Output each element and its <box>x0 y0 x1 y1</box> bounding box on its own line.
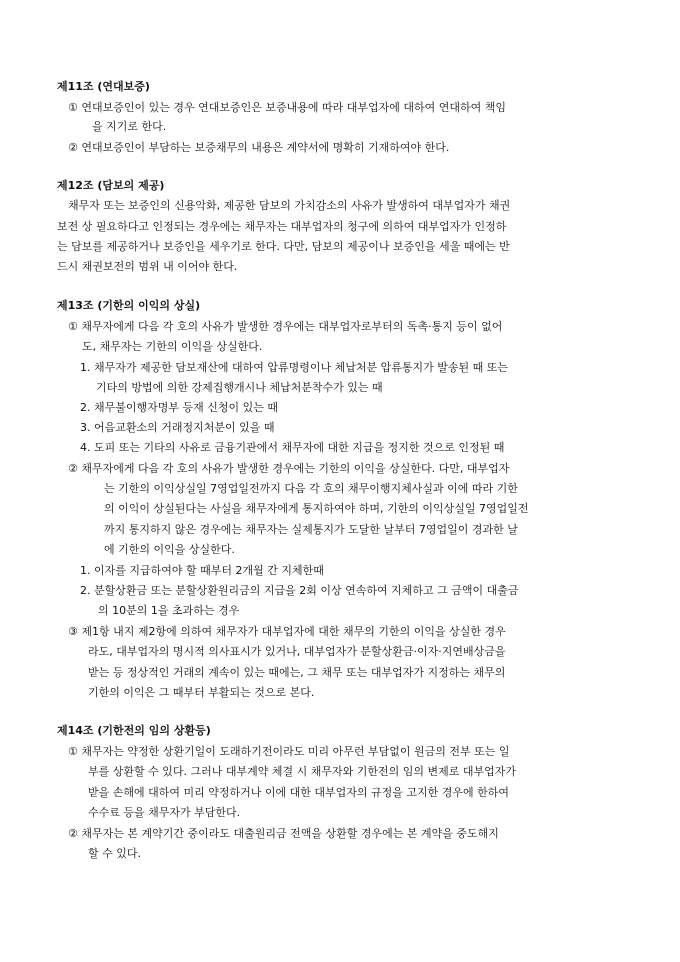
article-13-para-2-item-2-cont: 의 10분의 1을 초과하는 경우 <box>98 604 240 617</box>
article-13-para-1: ① 채무자에게 다음 각 호의 사유가 발생한 경우에는 대부업자로부터의 독촉·통지 등이 없어 <box>68 320 503 333</box>
article-13-item-4: 4. 도피 또는 기타의 사유로 금융기관에서 채무자에 대한 지급을 정지한 것으로 인정된 때 <box>80 441 505 454</box>
article-14-title: 제14조 (기한전의 임의 상환등) <box>57 724 211 737</box>
article-13-para-2-cont-4: 에 기한의 이익을 상실한다. <box>104 543 235 556</box>
article-11-para-1: ① 연대보증인이 있는 경우 연대보증인은 보증내용에 따라 대부업자에 대하여 연대하여 책임 <box>68 101 506 114</box>
article-12-line-1: 채무자 또는 보증인의 신용악화, 제공한 담보의 가치감소의 사유가 발생하여 대부업자가 채권 <box>68 199 511 212</box>
article-14-para-1-cont-1: 부를 상환할 수 있다. 그러나 대부계약 체결 시 채무자와 기한전의 임의 변제로 대부업자가 <box>88 765 516 778</box>
article-13-item-2: 2. 채무불이행자명부 등재 신청이 있는 때 <box>80 401 278 414</box>
article-11-para-2: ② 연대보증인이 부담하는 보증채무의 내용은 계약서에 명확히 기재하여야 한다. <box>68 141 450 154</box>
article-14-para-2-cont: 할 수 있다. <box>88 847 141 860</box>
article-13-para-2-cont-1: 는 기한의 이익상실일 7영업일전까지 다음 각 호의 채무이행지체사실과 이에 따라 기한 <box>104 482 518 495</box>
article-13-para-2-cont-2: 의 이익이 상실된다는 사실을 채무자에게 통지하여야 하며, 기한의 이익상실일 7영업일전 <box>104 502 529 515</box>
article-12-line-4: 드시 채권보전의 범위 내 이어야 한다. <box>57 260 238 273</box>
article-13-para-1-cont: 도, 채무자는 기한의 이익을 상실한다. <box>82 340 263 353</box>
article-14-para-1: ① 채무자는 약정한 상환기일이 도래하기전이라도 미리 아무런 부담없이 원금의 전부 또는 일 <box>68 745 510 758</box>
article-13-para-3-cont-2: 받는 등 정상적인 거래의 계속이 있는 때에는, 그 채무 또는 대부업자가 지정하는 채무의 <box>88 666 506 679</box>
article-13-title: 제13조 (기한의 이익의 상실) <box>57 299 201 312</box>
article-13-para-3: ③ 제1항 내지 제2항에 의하여 채무자가 대부업자에 대한 채무의 기한의 이익을 상실한 경우 <box>68 625 506 638</box>
article-13-para-3-cont-3: 기한의 이익은 그 때부터 부활되는 것으로 본다. <box>88 686 315 699</box>
article-14-para-1-cont-2: 받을 손해에 대하여 미리 약정하거나 이에 대한 대부업자의 규정을 고지한 경우에 한하여 <box>88 786 509 799</box>
article-12-line-3: 는 담보를 제공하거나 보증인을 세우기로 한다. 다만, 담보의 제공이나 보증인을 세울 때에는 반 <box>57 240 510 253</box>
article-14-para-2: ② 채무자는 본 계약기간 중이라도 대출원리금 전액을 상환할 경우에는 본 계약을 중도해지 <box>68 827 499 840</box>
article-13-para-3-cont-1: 라도, 대부업자의 명시적 의사표시가 있거나, 대부업자가 분할상환금·이자·지연배상금을 <box>88 645 506 658</box>
article-13-para-2-item-2: 2. 분할상환금 또는 분할상환원리금의 지급을 2회 이상 연속하여 지체하고 그 금액이 대출금 <box>80 584 519 597</box>
article-12-title: 제12조 (담보의 제공) <box>57 179 165 192</box>
article-11-para-1-cont: 을 지기로 한다. <box>92 120 167 133</box>
article-13-item-3: 3. 어음교환소의 거래정지처분이 있을 때 <box>80 421 275 434</box>
article-13-para-2-cont-3: 까지 통지하지 않은 경우에는 채무자는 실제통지가 도달한 날부터 7영업일이 경과한 날 <box>104 523 518 536</box>
article-12-line-2: 보전 상 필요하다고 인정되는 경우에는 채무자는 대부업자의 청구에 의하여 대부업자가 인정하 <box>57 220 507 233</box>
article-11-title: 제11조 (연대보증) <box>57 80 150 93</box>
article-13-item-1-cont: 기타의 방법에 의한 강제집행개시나 체납처분착수가 있는 때 <box>96 381 383 394</box>
article-14-para-1-cont-3: 수수료 등을 채무자가 부담한다. <box>88 806 241 819</box>
article-13-para-2-item-1: 1. 이자를 지급하여야 할 때부터 2개월 간 지체한때 <box>80 564 324 577</box>
article-13-para-2: ② 채무자에게 다음 각 호의 사유가 발생한 경우에는 기한의 이익을 상실한다. 다만, 대부업자 <box>68 462 510 475</box>
article-13-item-1: 1. 채무자가 제공한 담보재산에 대하여 압류명령이나 체납처분 압류통지가 발송된 때 또는 <box>80 361 508 374</box>
